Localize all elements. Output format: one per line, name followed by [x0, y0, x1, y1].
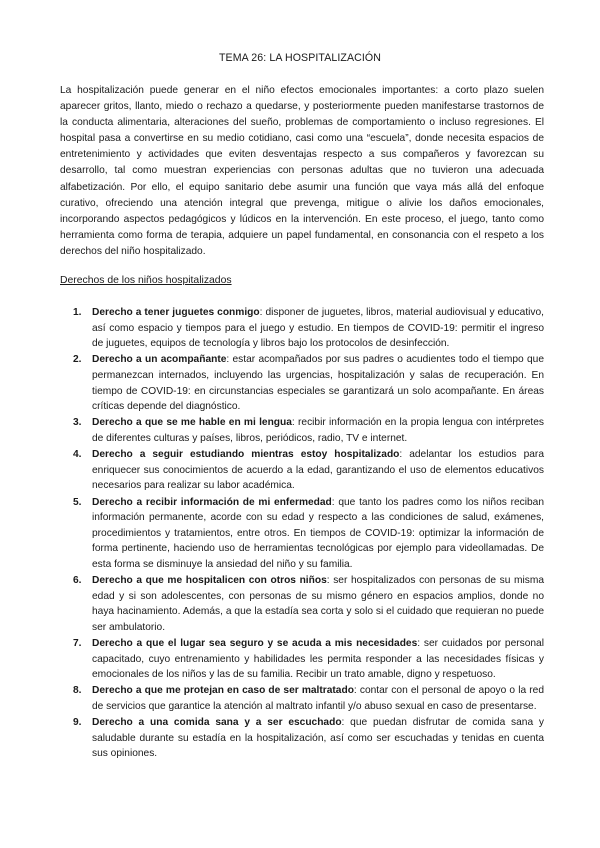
right-description: : que puedan disfrutar de comida sana y saludable durante su estadía en la hospitalización, así como ser escuchadas y tenidas en cuenta sus opiniones. [92, 717, 545, 760]
list-number: 7. [73, 638, 82, 650]
list-number: 2. [73, 354, 82, 366]
rights-list-item [73, 683, 544, 714]
rights-list-item [73, 415, 544, 446]
right-name: Derecho a tener juguetes conmigo [92, 307, 260, 318]
section-heading: Derechos de los niños hospitalizados [60, 275, 232, 286]
right-description: : estar acompañados por sus padres o acudientes todo el tiempo que permanezcan internados, incluyendo las urgencias, hospitalización y salas de recuperación. En tiempo de COVID-19: en circunstancias especiales se garantizará un solo acompañante. En áreas críticas depende del diagnóstico. [92, 354, 544, 413]
rights-list-item [73, 305, 545, 352]
right-name: Derecho a una comida sana y a ser escuchado [92, 717, 342, 729]
right-description: : ser cuidados por personal capacitado, cuyo entrenamiento y habilidades les permita responder a las necesidades físicas y emocionales de los niños y las de su familia. Recibir un trato amable, digno y respetuoso. [92, 638, 544, 681]
list-number: 6. [73, 575, 82, 587]
right-name: Derecho a seguir estudiando mientras estoy hospitalizado [92, 449, 400, 461]
rights-list-item [73, 636, 544, 683]
right-description: : recibir información en la propia lengua con intérpretes de diferentes culturas y países, libros, periódicos, radio, TV e internet. [92, 417, 544, 444]
rights-list [73, 305, 545, 763]
list-number: 1. [73, 307, 82, 318]
right-name: Derecho a recibir información de mi enfermedad [92, 496, 332, 508]
right-description: : disponer de juguetes, libros, material audiovisual y educativo, así como espacio y tiempos para el juego y estudio. En tiempos de COVID-19: permitir el ingreso de juguetes, equipos de tecnología y libros bajo los protocolos de desinfección. [92, 307, 545, 350]
right-description: : contar con el personal de apoyo o la red de servicios que garantice la atención al maltrato infantil y/o abuso sexual en caso de presentarse. [92, 685, 544, 712]
right-name: Derecho a un acompañante [92, 354, 227, 366]
list-number: 4. [73, 449, 82, 461]
right-description: : adelantar los estudios para enriquecer sus conocimientos de acuerdo a la edad, garantizando el uso de elementos educativos necesarios para realizar su labor académica. [92, 449, 544, 492]
right-name: Derecho a que me protejan en caso de ser maltratado [92, 685, 354, 697]
right-description: : que tanto los padres como los niños reciban información permanente, acorde con su edad y respecto a las condiciones de salud, exámenes, procedimientos y tratamientos, entre otros. En tiempos de COVID-19: optimizar la información de forma pertinente, haciendo uso de herramientas tecnológicas por ejemplo para videollamadas. De esta forma se disminuye la ansiedad del niño y su familia. [92, 496, 544, 570]
right-description: : ser hospitalizados con personas de su misma edad y si son adolescentes, con personas de su mismo género en espacios amplios, donde no haya hacinamiento. Además, a que la estadía sea corta y solo si el cuidado que requieran no puede ser ambulatorio. [92, 575, 545, 633]
right-name: Derecho a que se me hable en mi lengua [92, 417, 292, 429]
right-name: Derecho a que me hospitalicen con otros niños [92, 575, 327, 587]
list-number: 5. [73, 496, 82, 508]
list-number: 8. [73, 685, 82, 697]
list-number: 9. [73, 717, 82, 729]
right-name: Derecho a que el lugar sea seguro y se acuda a mis necesidades [92, 638, 418, 650]
rights-list-item [73, 573, 545, 635]
rights-list-item [73, 715, 545, 762]
rights-list-item [73, 447, 544, 494]
rights-list-item [73, 495, 544, 573]
intro-paragraph: La hospitalización puede generar en el niño efectos emocionales importantes: a corto plazo suelen aparecer gritos, llanto, miedo o rechazo a quedarse, y posteriormente pueden manifestarse trastornos de la conducta alimentaria, alteraciones del sueño, problemas de comportamiento o incluso regresiones. El hospital pasa a convertirse en su medio cotidiano, casi como una “escuela”, donde necesita espacios de entretenimiento y actividades que eviten desventajas respecto a sus compañeros y favorezcan su desarrollo, tal como muestran experiencias con personas adultas que no tuvieron una adecuada alfabetización. Por ello, el equipo sanitario debe asumir una función que vaya más allá del enfoque curativo, ofreciendo una atención integral que prevenga, mitigue o alivie los daños emocionales, incorporando aspectos pedagógicos y lúdicos en la intervención. En este proceso, el juego, tanto como herramienta como forma de terapia, adquiere un papel fundamental, en consonancia con el respeto a los derechos del niño hospitalizado. [60, 85, 544, 257]
rights-list-item [73, 352, 544, 414]
page-title: TEMA 26: LA HOSPITALIZACIÓN [218, 52, 382, 64]
list-number: 3. [73, 417, 82, 429]
